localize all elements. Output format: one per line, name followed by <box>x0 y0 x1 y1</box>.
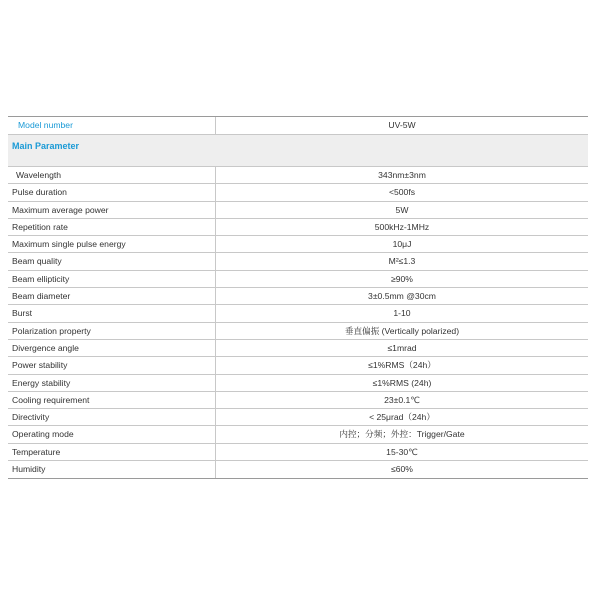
table-row <box>8 167 588 184</box>
param-label: Divergence angle <box>8 340 216 356</box>
section-header-row <box>8 135 588 167</box>
param-value: ≤1mrad <box>387 342 417 353</box>
param-value: 23±0.1℃ <box>384 394 420 405</box>
model-label: Model number <box>8 117 216 134</box>
table-row <box>8 271 588 288</box>
param-label: Temperature <box>8 444 216 460</box>
param-value: ≥90% <box>391 273 413 284</box>
param-value: 10μJ <box>392 239 412 250</box>
param-label: Repetition rate <box>8 219 216 235</box>
param-rows <box>8 167 588 478</box>
param-value: <500fs <box>388 187 416 198</box>
param-value: M²≤1.3 <box>388 256 416 267</box>
param-value: 15-30℃ <box>386 446 418 457</box>
param-value: 5W <box>395 204 409 215</box>
table-row <box>8 409 588 426</box>
param-label: Wavelength <box>8 167 216 183</box>
param-value: 3±0.5mm @30cm <box>368 291 436 302</box>
param-value: < 25μrad（24h） <box>369 412 435 423</box>
table-row <box>8 202 588 219</box>
table-row <box>8 219 588 236</box>
param-label: Beam quality <box>8 253 216 269</box>
table-row <box>8 184 588 201</box>
table-row <box>8 444 588 461</box>
param-label: Humidity <box>8 461 216 478</box>
param-value: 垂直偏振 (Vertically polarized) <box>344 325 460 336</box>
model-row <box>8 117 588 135</box>
param-value: 500kHz-1MHz <box>374 221 430 232</box>
table-row <box>8 253 588 270</box>
section-title: Main Parameter <box>12 141 80 151</box>
table-row <box>8 340 588 357</box>
param-label: Pulse duration <box>8 184 216 200</box>
param-value: 1-10 <box>393 308 411 319</box>
param-label: Burst <box>8 305 216 321</box>
param-label: Energy stability <box>8 375 216 391</box>
table-row <box>8 323 588 340</box>
param-label: Polarization property <box>8 323 216 339</box>
model-value: UV-5W <box>388 120 416 130</box>
table-row <box>8 426 588 443</box>
table-row <box>8 305 588 322</box>
table-row <box>8 392 588 409</box>
param-label: Beam diameter <box>8 288 216 304</box>
param-label: Maximum average power <box>8 202 216 218</box>
table-row <box>8 375 588 392</box>
param-value: 343nm±3nm <box>378 170 426 180</box>
param-value: ≤1%RMS (24h) <box>372 377 432 388</box>
table-row <box>8 236 588 253</box>
param-value: ≤1%RMS（24h） <box>368 360 436 371</box>
spec-table <box>8 116 588 479</box>
param-label: Maximum single pulse energy <box>8 236 216 252</box>
table-row <box>8 461 588 478</box>
param-value: ≤60% <box>391 464 413 475</box>
param-label: Beam ellipticity <box>8 271 216 287</box>
param-label: Power stability <box>8 357 216 373</box>
param-label: Cooling requirement <box>8 392 216 408</box>
param-label: Operating mode <box>8 426 216 442</box>
table-row <box>8 288 588 305</box>
table-row <box>8 357 588 374</box>
param-value: 内控；分频；外控：Trigger/Gate <box>339 429 465 440</box>
param-label: Directivity <box>8 409 216 425</box>
